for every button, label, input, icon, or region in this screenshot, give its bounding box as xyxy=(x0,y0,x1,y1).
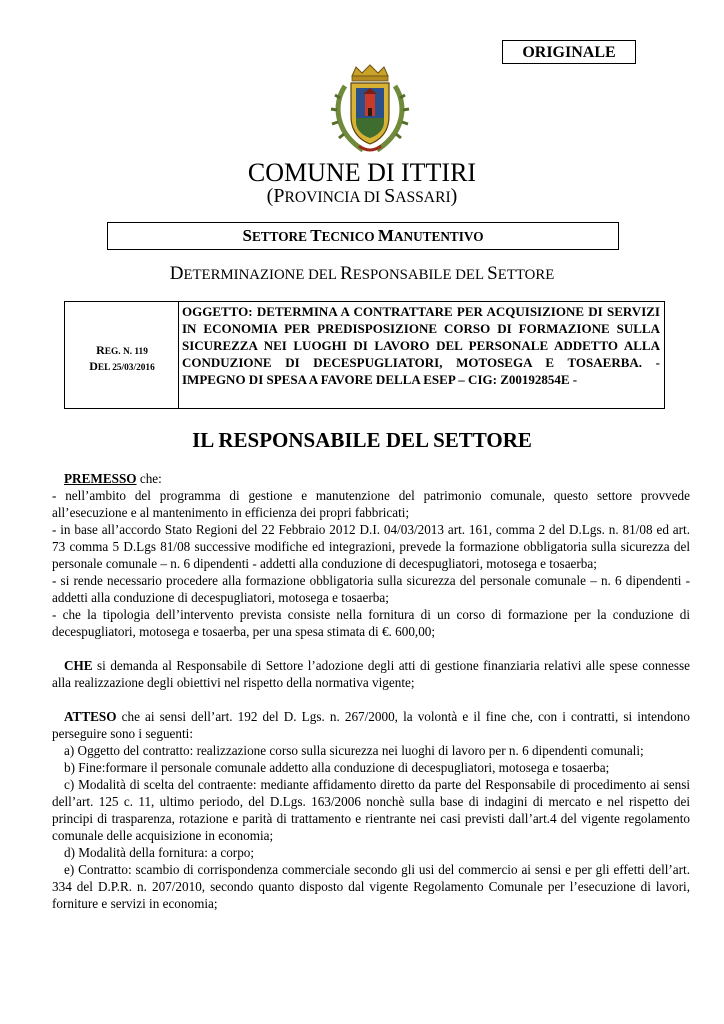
determ-s: S xyxy=(487,263,498,284)
originale-stamp: ORIGINALE xyxy=(502,40,636,64)
determ-r: R xyxy=(340,263,353,284)
premesso-intro xyxy=(52,470,690,487)
document-body xyxy=(52,470,690,912)
document-title: IL RESPONSABILE DEL SETTORE xyxy=(192,428,532,452)
registration-date xyxy=(65,358,179,376)
atteso-item: a) Oggetto del contratto: realizzazione corso sulla sicurezza nei luoghi di lavoro per n. 6 dipendenti comunali; xyxy=(64,743,644,758)
province-rovincia: ROVINCIA DI xyxy=(284,189,385,206)
registration-cell xyxy=(65,302,179,408)
province-open: ( xyxy=(266,185,274,207)
sector-ettore: ETTORE xyxy=(251,229,311,244)
sector-anutentivo: ANUTENTIVO xyxy=(393,229,484,244)
municipality-name: COMUNE DI ITTIRI xyxy=(247,158,477,187)
sector-s: S xyxy=(242,226,252,245)
registration-table xyxy=(64,301,665,409)
determ-part3: ETTORE xyxy=(497,267,555,283)
atteso-item: e) Contratto: scambio di corrispondenza commerciale secondo gli usi del commercio ai sensi e per gli effetti dell’art. 334 del D.P.R. n. 207/2010, secondo quanto disposto dal vigente Regolamento Comunale per l’esecuzione di lavori, forniture e servizi in economia; xyxy=(52,862,690,911)
premesso-item: - che la tipologia dell’intervento prevista consiste nella fornitura di un corso di formazione per la conduzione di decespugliatori, motosega e tosaerba, per una spesa stimata di €. 600,00; xyxy=(52,607,690,639)
che-text: si demanda al Responsabile di Settore l’adozione degli atti di gestione finanziaria relativi alle spese connesse alla realizzazione degli obiettivi nel rispetto della normativa vigente; xyxy=(52,658,690,690)
subject-text: OGGETTO: DETERMINA A CONTRATTARE PER ACQUISIZIONE DI SERVIZI IN ECONOMIA PER PREDISPOSIZIONE CORSO DI FORMAZIONE SULLA SICUREZZA NEI LUOGHI DI LAVORO DEL PERSONALE ADDETTO ALLA CONDUZIONE DI DECESPUGLIATORI, MOTOSEGA E TOSAERBA. - IMPEGNO DI SPESA A FAVORE DELLA ESEP – CIG: Z00192854E - xyxy=(182,304,660,387)
sector-title-box xyxy=(107,222,619,250)
atteso-item: c) Modalità di scelta del contraente: mediante affidamento diretto da parte del Responsabile di procedimento ai sensi dell’art. 125 c. 11, ultimo periodo, del D.Lgs. 163/2006 nonchè sulla base di indagini di mercato e nel rispetto dei principi di trasparenza, rotazione e parità di trattamento e rientrante nei casi previsti dall’art.4 del vigente regolamento comunale delle acquisizione in economia; xyxy=(52,777,690,843)
che-label: CHE xyxy=(64,658,93,673)
atteso-item: b) Fine:formare il personale comunale addetto alla conduzione di decespugliatori, motosega e tosaerba; xyxy=(64,760,610,775)
province-assari: ASSARI xyxy=(395,189,451,206)
sector-m: M xyxy=(377,226,394,245)
determ-part1: ETERMINAZIONE DEL xyxy=(183,267,341,283)
premesso-after: che: xyxy=(136,471,162,486)
premesso-item: - in base all’accordo Stato Regioni del 22 Febbraio 2012 D.I. 04/03/2013 art. 161, comma 2 del D.Lgs. n. 81/08 ed art. 73 comma 5 D.Lgs 81/08 successive modifiche ed integrazioni, prevede la formazione obbligatoria sulla sicurezza del personale comunale – n. 6 dipendenti - addetti alla conduzione di decespugliatori, motosega e tosaerba; xyxy=(52,522,690,571)
province-close: ) xyxy=(450,185,458,207)
determ-part2: ESPONSABILE DEL xyxy=(352,267,488,283)
premesso-item: - nell’ambito del programma di gestione e manutenzione del patrimonio comunale, questo settore provvede all’esecuzione e al mantenimento in efficienza dei propri fabbricati; xyxy=(52,488,690,520)
province-line xyxy=(0,184,724,210)
del-label: EL 25/03/2016 xyxy=(97,363,155,373)
sector-ecnico: ECNICO xyxy=(321,229,378,244)
determ-d: D xyxy=(169,263,184,284)
sector-t: T xyxy=(310,226,322,245)
reg-label: EG. N. 119 xyxy=(104,347,148,357)
determination-heading xyxy=(0,262,724,287)
atteso-item: d) Modalità della fornitura: a corpo; xyxy=(64,845,255,860)
province-s: S xyxy=(384,185,396,207)
del-d: D xyxy=(89,359,98,373)
atteso-text: che ai sensi dell’art. 192 del D. Lgs. n. 267/2000, la volontà e il fine che, con i contratti, si intendono perseguire sono i seguenti: xyxy=(52,709,690,741)
premesso-item: - si rende necessario procedere alla formazione obbligatoria sulla sicurezza del personale comunale – n. 6 dipendenti - addetti alla conduzione di decespugliatori, motosega e tosaerba; xyxy=(52,573,690,605)
reg-r: R xyxy=(96,343,105,357)
atteso-paragraph xyxy=(52,708,690,742)
atteso-label: ATTESO xyxy=(64,709,117,724)
municipal-crest-emblem xyxy=(325,64,415,156)
province-p: P xyxy=(273,185,285,207)
premesso-label: PREMESSO xyxy=(64,471,137,486)
che-paragraph xyxy=(52,657,690,691)
